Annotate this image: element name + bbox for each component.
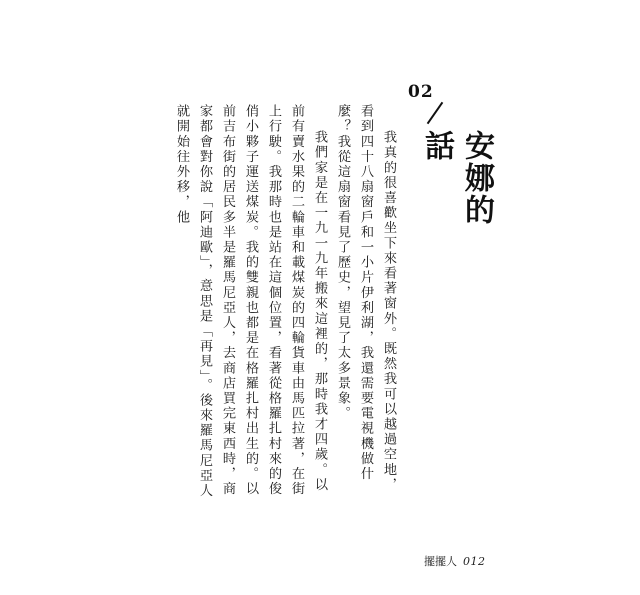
paragraph: 我們家是在一九一九年搬來這裡的，那時我才四歲。以前有賣水果的二輪車和載煤炭的四輪貨車由馬匹拉著，在街上行駛。我那時也是站在這個位置，看著從格羅扎村來的俊俏小夥子運送煤炭。我的雙親也都是在格羅扎村出生的。以前吉布街的居民多半是羅馬尼亞人，去商店買完東西時，商家都會對你說「阿迪歐」，意思是「再見」。後來羅馬尼亞人就開始往外移，他 [174, 104, 327, 499]
page-number: 012 [463, 555, 486, 568]
paragraph: 我真的很喜歡坐下來看著窗外。既然我可以越過空地，看到四十八扇窗戶和一小片伊利湖，我還需要電視機做什麼？我從這扇窗看見了歷史，望見了太多景象。 [335, 104, 396, 493]
chapter-title: 安娜的話 [419, 130, 494, 226]
page-footer [424, 553, 486, 569]
chapter-divider-slash [427, 102, 444, 124]
body-text [170, 104, 400, 504]
running-title: 擺擺人 [424, 555, 457, 568]
chapter-heading [408, 80, 494, 240]
chapter-number: 02 [408, 82, 434, 102]
